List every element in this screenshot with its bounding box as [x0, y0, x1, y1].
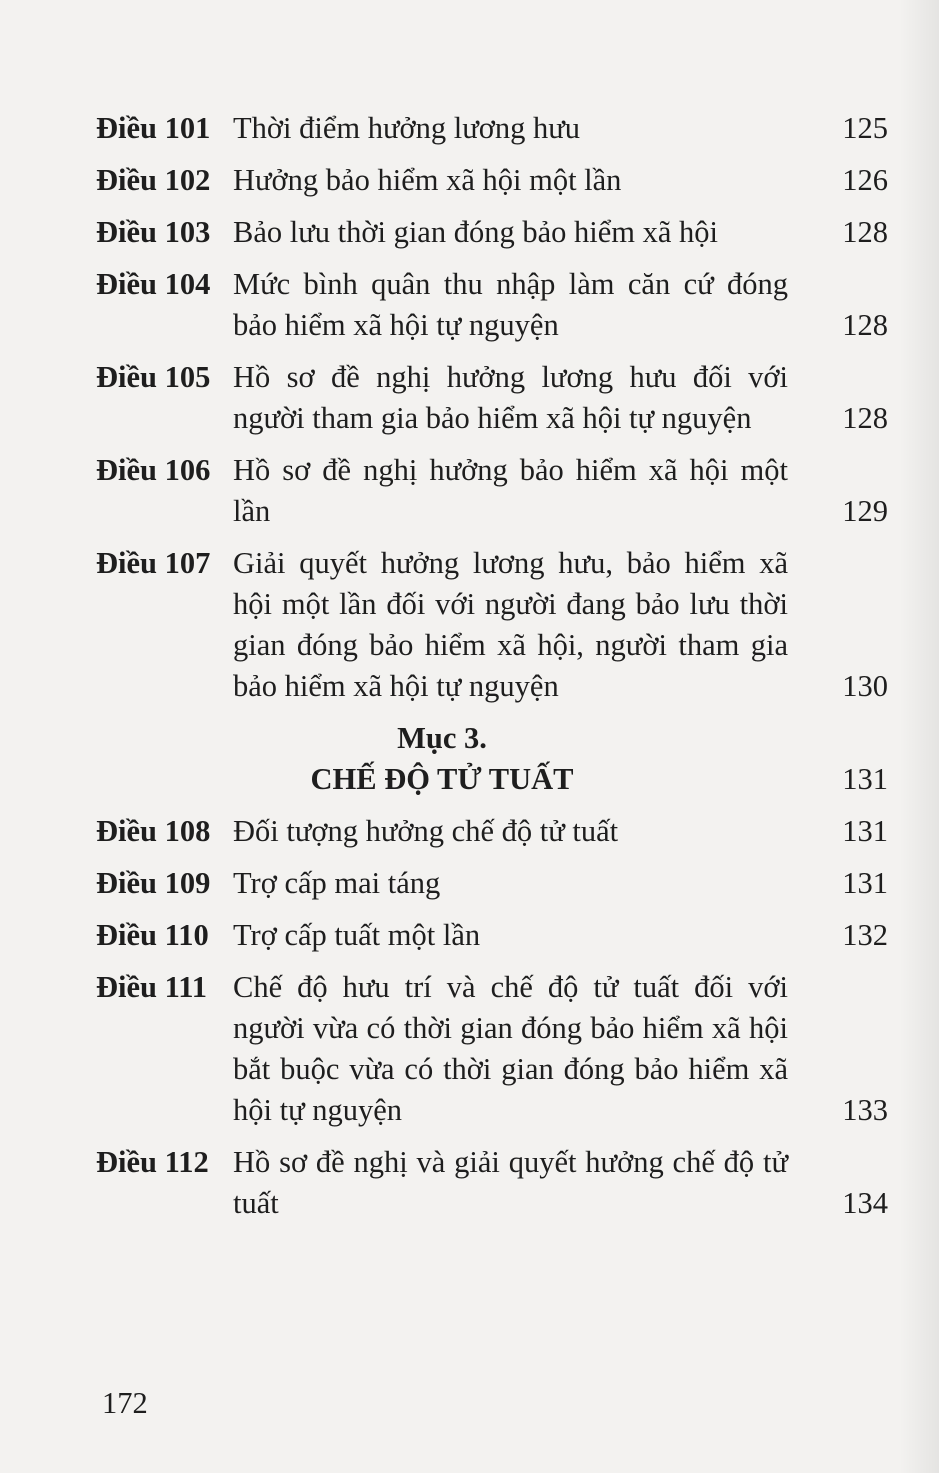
section-title: CHẾ ĐỘ TỬ TUẤT — [310, 762, 574, 796]
article-title: Thời điểm hưởng lương hưu — [233, 111, 581, 145]
entry-page-number: 126 — [842, 163, 888, 197]
section-page-number: 131 — [842, 762, 888, 796]
article-number: Điều 104 — [96, 267, 211, 301]
article-number: Điều 112 — [96, 1145, 209, 1179]
toc-entry — [96, 967, 888, 1131]
toc-entry — [96, 108, 888, 149]
article-number: Điều 101 — [96, 111, 211, 145]
entry-page-number: 134 — [842, 1186, 888, 1220]
article-number: Điều 106 — [96, 453, 211, 487]
table-of-contents — [96, 108, 888, 1235]
article-title: Hồ sơ đề nghị và giải quyết hưởng chế độ tử tuất — [233, 1145, 788, 1220]
page-number: 172 — [102, 1386, 148, 1420]
entry-page-number: 133 — [842, 1093, 888, 1127]
entry-page-number: 128 — [842, 401, 888, 435]
entry-page-number: 131 — [842, 814, 888, 848]
toc-entry — [96, 212, 888, 253]
toc-entry — [96, 160, 888, 201]
toc-entry — [96, 1142, 888, 1224]
article-title: Bảo lưu thời gian đóng bảo hiểm xã hội — [233, 215, 719, 249]
toc-entry — [96, 264, 888, 346]
article-number: Điều 102 — [96, 163, 211, 197]
article-number: Điều 109 — [96, 866, 211, 900]
article-title: Trợ cấp tuất một lần — [233, 918, 481, 952]
article-number: Điều 111 — [96, 970, 208, 1004]
article-title: Mức bình quân thu nhập làm căn cứ đóng bảo hiểm xã hội tự nguyện — [233, 267, 788, 342]
article-number: Điều 105 — [96, 360, 211, 394]
entry-page-number: 128 — [842, 308, 888, 342]
entry-page-number: 130 — [842, 669, 888, 703]
entry-page-number: 128 — [842, 215, 888, 249]
article-number: Điều 108 — [96, 814, 211, 848]
toc-group-section-2 — [96, 108, 888, 707]
section-heading — [96, 718, 888, 800]
article-title: Hồ sơ đề nghị hưởng lương hưu đối với người tham gia bảo hiểm xã hội tự nguyện — [233, 360, 788, 435]
article-title: Hồ sơ đề nghị hưởng bảo hiểm xã hội một lần — [233, 453, 788, 528]
toc-entry — [96, 811, 888, 852]
article-title: Đối tượng hưởng chế độ tử tuất — [233, 814, 619, 848]
article-title: Giải quyết hưởng lương hưu, bảo hiểm xã hội một lần đối với người đang bảo lưu thời gian đóng bảo hiểm xã hội, người tham gia bảo hiểm xã hội tự nguyện — [233, 546, 788, 703]
article-number: Điều 103 — [96, 215, 211, 249]
toc-entry — [96, 357, 888, 439]
article-title: Hưởng bảo hiểm xã hội một lần — [233, 163, 622, 197]
article-number: Điều 110 — [96, 918, 209, 952]
entry-page-number: 129 — [842, 494, 888, 528]
article-title: Chế độ hưu trí và chế độ tử tuất đối với người vừa có thời gian đóng bảo hiểm xã hội bắt buộc vừa có thời gian đóng bảo hiểm xã hội tự nguyện — [233, 970, 788, 1127]
article-title: Trợ cấp mai táng — [233, 866, 441, 900]
entry-page-number: 131 — [842, 866, 888, 900]
toc-entry — [96, 863, 888, 904]
toc-entry — [96, 450, 888, 532]
page-edge-shadow — [899, 0, 939, 1473]
section-label: Mục 3. — [397, 721, 487, 755]
toc-entry — [96, 543, 888, 707]
entry-page-number: 125 — [842, 111, 888, 145]
entry-page-number: 132 — [842, 918, 888, 952]
toc-group-section-3 — [96, 811, 888, 1224]
toc-entry — [96, 915, 888, 956]
article-number: Điều 107 — [96, 546, 211, 580]
